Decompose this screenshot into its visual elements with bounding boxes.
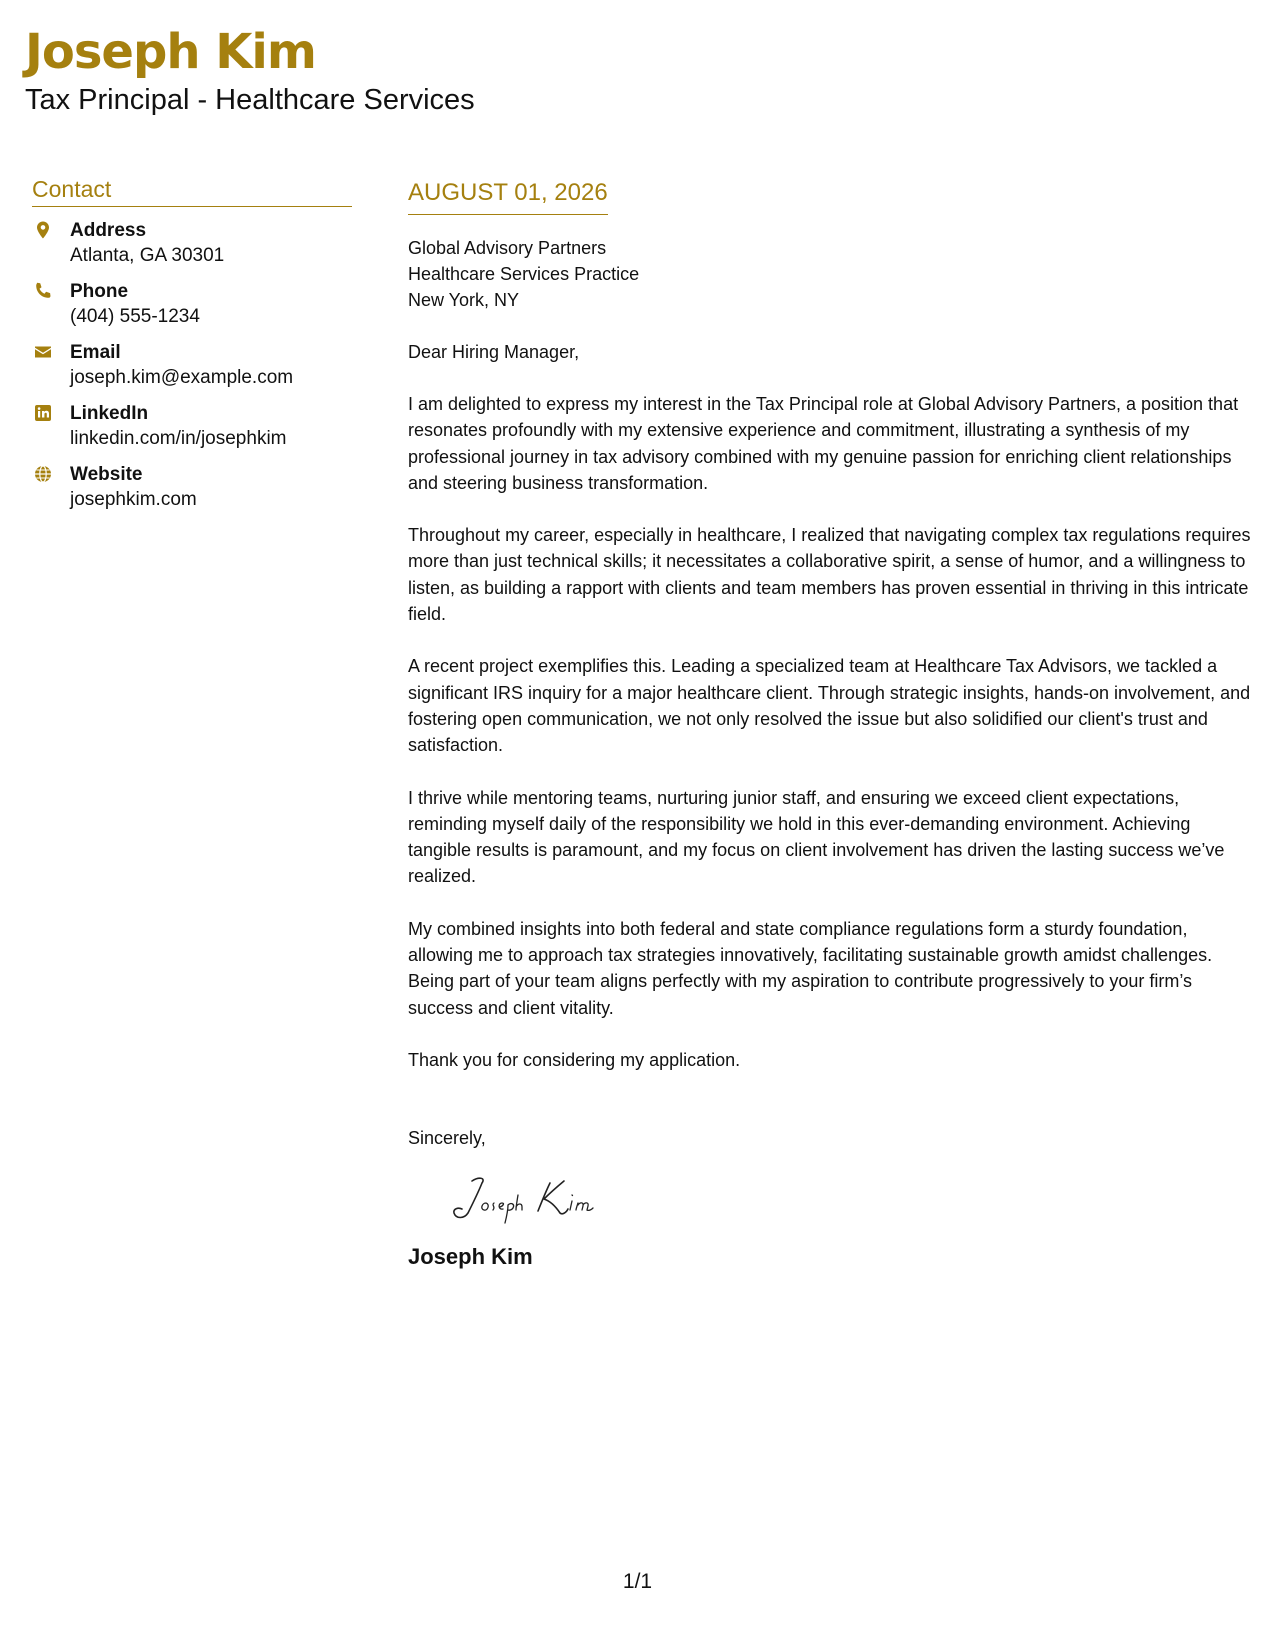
contact-item-email <box>32 341 352 390</box>
contact-label: Email <box>70 342 121 363</box>
contact-sidebar <box>32 175 352 524</box>
contact-item-address <box>32 219 352 268</box>
phone-icon <box>32 281 54 303</box>
contact-label: LinkedIn <box>70 403 149 424</box>
salutation: Dear Hiring Manager, <box>408 342 580 362</box>
contact-item-linkedin <box>32 402 352 451</box>
recipient-line: New York, NY <box>408 290 520 310</box>
contact-value: Atlanta, GA 30301 <box>70 245 225 266</box>
recipient-block <box>408 235 1253 313</box>
contact-heading: Contact <box>32 175 352 207</box>
applicant-name: Joseph Kim <box>25 24 316 80</box>
letter-body <box>408 178 1253 1271</box>
recipient-line: Global Advisory Partners <box>408 238 607 258</box>
contact-item-phone <box>32 280 352 329</box>
letter-paragraph: I thrive while mentoring teams, nurturing junior staff, and ensuring we exceed client expectations, reminding myself daily of the responsibility we hold in this ever-demanding environment. Achieving tangible results is paramount, and my focus on client involvement has driven the lasting success we’ve realized. <box>408 787 1225 887</box>
letter-date: AUGUST 01, 2026 <box>408 178 608 215</box>
linkedin-icon <box>32 403 54 425</box>
map-pin-icon <box>32 220 54 242</box>
contact-item-website <box>32 463 352 512</box>
envelope-icon <box>32 342 54 364</box>
page-number: 1/1 <box>622 1570 653 1593</box>
letter-paragraph: A recent project exemplifies this. Leading a specialized team at Healthcare Tax Advisors, we tackled a significant IRS inquiry for a major healthcare client. Through strategic insights, hands-on involvement, and fostering open communication, we not only resolved the issue but also solidified our client's trust and satisfaction. <box>408 656 1251 756</box>
letter-paragraph: Throughout my career, especially in healthcare, I realized that navigating complex tax regulations requires more than just technical skills; it necessitates a collaborative spirit, a sense of humor, and a willingness to listen, as building a rapport with clients and team members has proven essential in thriving in this intricate field. <box>408 525 1251 625</box>
letter-paragraph: My combined insights into both federal and state compliance regulations form a sturdy foundation, allowing me to approach tax strategies innovatively, facilitating sustainable growth amidst challenges. Being part of your team aligns perfectly with my aspiration to contribute progressively to your firm’s success and client vitality. <box>408 918 1213 1018</box>
website-link[interactable]: josephkim.com <box>70 489 197 510</box>
signer-name: Joseph Kim <box>408 1244 533 1270</box>
contact-label: Address <box>70 220 147 241</box>
job-title: Tax Principal - Healthcare Services <box>25 84 475 116</box>
recipient-line: Healthcare Services Practice <box>408 264 640 284</box>
contact-label: Phone <box>70 281 129 302</box>
letter-paragraph: Thank you for considering my application. <box>408 1049 741 1070</box>
email-link[interactable]: joseph.kim@example.com <box>70 367 294 388</box>
contact-value: (404) 555-1234 <box>70 306 200 327</box>
letter-paragraph: I am delighted to express my interest in the Tax Principal role at Global Advisory Partners, a position that resonates profoundly with my extensive experience and commitment, illustrating a synthesis of my professional journey in tax advisory combined with my genuine passion for enriching client relationships and steering business transformation. <box>408 394 1239 493</box>
document-header <box>25 22 475 118</box>
linkedin-link[interactable]: linkedin.com/in/josephkim <box>70 428 287 449</box>
contact-list <box>32 219 352 512</box>
signature-image <box>442 1169 642 1229</box>
contact-label: Website <box>70 464 143 485</box>
globe-icon <box>32 464 54 486</box>
closing: Sincerely, <box>408 1128 486 1149</box>
